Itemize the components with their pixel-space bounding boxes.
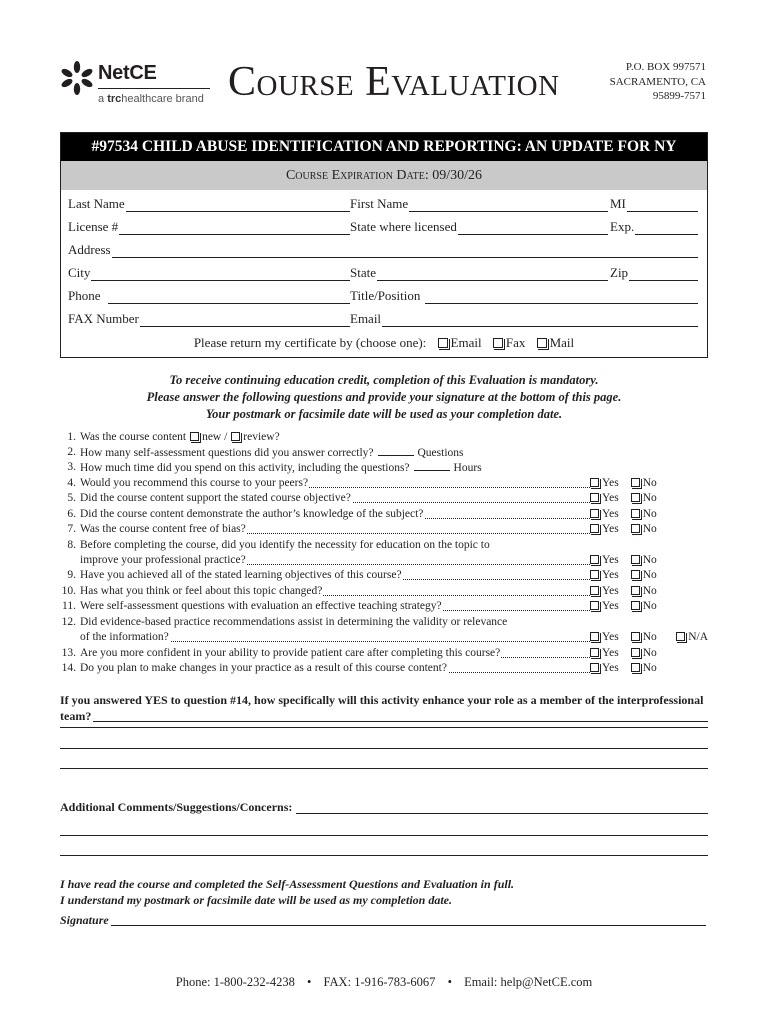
- logo-divider: [98, 88, 210, 89]
- address-row: [68, 242, 697, 262]
- mail-checkbox[interactable]: [537, 338, 547, 348]
- yes-checkbox[interactable]: [590, 586, 599, 595]
- return-prompt: Please return my certificate by (choose one):: [193, 335, 427, 350]
- question-8-cont: improve your professional practice? Yes No: [80, 554, 657, 566]
- address-line: SACRAMENTO, CA: [609, 75, 706, 88]
- question-4: 4. Would you recommend this course to your peers? Yes No: [67, 477, 657, 489]
- na-option: N/A: [672, 630, 708, 645]
- footer-email[interactable]: help@NetCE.com: [500, 975, 593, 989]
- no-checkbox[interactable]: [631, 524, 640, 533]
- yes-checkbox[interactable]: [590, 493, 599, 502]
- instruction-line: Please answer the following questions and provide your signature at the bottom of this page.: [146, 390, 622, 404]
- question-9: 9. Have you achieved all of the stated learning objectives of this course? Yes No: [67, 569, 657, 581]
- netce-flower-icon: [60, 60, 94, 96]
- email-field[interactable]: Email: [350, 311, 698, 327]
- hours-input[interactable]: [414, 460, 450, 471]
- expiration-label: Course Expiration Date:: [285, 168, 429, 183]
- certificate-return-options: [61, 335, 707, 351]
- q14-answer-line[interactable]: [60, 768, 708, 769]
- yes-checkbox[interactable]: [590, 570, 599, 579]
- instructions: [60, 372, 708, 423]
- comments-line[interactable]: [60, 835, 708, 836]
- question-6: 6. Did the course content demonstrate the author’s knowledge of the subject? Yes No: [67, 508, 657, 520]
- question-7: 7. Was the course content free of bias? Yes No: [67, 523, 657, 535]
- certification-statement: I have read the course and completed the Self-Assessment Questions and Evaluation in full. I understand my postmark or facsimile date will be used as my completion date.: [60, 877, 515, 907]
- fax-number-field[interactable]: FAX Number: [68, 311, 350, 327]
- no-checkbox[interactable]: [631, 632, 640, 641]
- state-licensed-field[interactable]: State where licensed: [350, 219, 608, 235]
- question-11: 11. Were self-assessment questions with evaluation an effective teaching strategy? Yes No: [62, 600, 657, 612]
- question-2: 2. How many self-assessment questions did you answer correctly? Questions: [67, 446, 464, 459]
- yes-checkbox[interactable]: [590, 478, 599, 487]
- question-5: 5. Did the course content support the stated course objective? Yes No: [67, 492, 657, 504]
- question-1: 1. Was the course content new / review?: [67, 431, 280, 443]
- correct-answers-input[interactable]: [378, 445, 414, 456]
- state-field[interactable]: State: [350, 265, 608, 281]
- name-row: [68, 196, 697, 216]
- question-13: 13. Are you more confident in your ability to provide patient care after completing this course? Yes No: [61, 647, 657, 659]
- contact-footer: Phone: 1-800-232-4238 • FAX: 1-916-783-6067 • Email: help@NetCE.com: [175, 975, 593, 989]
- q14-answer-line[interactable]: [60, 748, 708, 749]
- yes-checkbox[interactable]: [590, 509, 599, 518]
- email-option-label: Email: [450, 335, 482, 350]
- fax-option-label: Fax: [505, 335, 526, 350]
- last-name-field[interactable]: Last Name: [68, 196, 350, 212]
- zip-field[interactable]: Zip: [610, 265, 698, 281]
- question-12-cont: of the information? Yes No N/A: [80, 631, 708, 643]
- mi-field[interactable]: MI: [610, 196, 698, 212]
- no-checkbox[interactable]: [631, 493, 640, 502]
- no-checkbox[interactable]: [631, 663, 640, 672]
- netce-logo: [60, 60, 210, 110]
- city-field[interactable]: City: [68, 265, 350, 281]
- course-title: #97534 CHILD ABUSE IDENTIFICATION AND REPORTING: AN UPDATE FOR NY: [61, 133, 707, 161]
- q14-followup-prompt: If you answered YES to question #14, how specifically will this activity enhance your role as a member of the interprofessional: [60, 693, 704, 707]
- yes-checkbox[interactable]: [590, 555, 599, 564]
- course-info-box: [60, 132, 708, 358]
- footer-phone: 1-800-232-4238: [213, 975, 295, 989]
- question-14: 14. Do you plan to make changes in your practice as a result of this course content? Yes No: [61, 662, 657, 674]
- first-name-field[interactable]: First Name: [350, 196, 608, 212]
- footer-fax: 1-916-783-6067: [354, 975, 436, 989]
- course-expiration: [61, 161, 707, 190]
- instruction-line: To receive continuing education credit, completion of this Evaluation is mandatory.: [169, 373, 599, 387]
- question-8: 8. Before completing the course, did you identify the necessity for education on the topic to: [67, 539, 490, 551]
- yes-checkbox[interactable]: [590, 601, 599, 610]
- address-line: P.O. BOX 997571: [625, 61, 706, 73]
- question-3: 3. How much time did you spend on this activity, including the questions? Hours: [67, 461, 482, 474]
- no-checkbox[interactable]: [631, 478, 640, 487]
- yes-checkbox[interactable]: [590, 648, 599, 657]
- email-checkbox[interactable]: [438, 338, 448, 348]
- page-title: Course Evaluation: [228, 59, 560, 105]
- new-checkbox[interactable]: [190, 432, 199, 441]
- no-checkbox[interactable]: [631, 648, 640, 657]
- instruction-line: Your postmark or facsimile date will be used as your completion date.: [205, 407, 563, 421]
- no-checkbox[interactable]: [631, 601, 640, 610]
- fax-email-row: [68, 311, 697, 331]
- signature-field[interactable]: Signature: [60, 913, 706, 928]
- yes-checkbox[interactable]: [590, 632, 599, 641]
- question-12: 12. Did evidence-based practice recommendations assist in determining the validity or relevance: [61, 616, 508, 628]
- no-checkbox[interactable]: [631, 570, 640, 579]
- no-checkbox[interactable]: [631, 555, 640, 564]
- phone-row: [68, 288, 697, 308]
- mailing-address: [610, 60, 706, 104]
- no-checkbox[interactable]: [631, 509, 640, 518]
- license-row: [68, 219, 697, 239]
- logo-name: NetCE: [98, 62, 157, 84]
- no-checkbox[interactable]: [631, 586, 640, 595]
- city-row: [68, 265, 697, 285]
- title-position-field[interactable]: Title/Position: [350, 288, 698, 304]
- comments-field[interactable]: Additional Comments/Suggestions/Concerns:: [60, 800, 708, 815]
- q14-followup-field[interactable]: team?: [60, 709, 708, 724]
- na-checkbox[interactable]: [676, 632, 685, 641]
- phone-field[interactable]: Phone: [68, 288, 350, 304]
- mail-option-label: Mail: [549, 335, 575, 350]
- review-checkbox[interactable]: [231, 432, 240, 441]
- license-field[interactable]: License #: [68, 219, 350, 235]
- q14-answer-line[interactable]: [60, 727, 708, 728]
- question-10: 10. Has what you think or feel about this topic changed? Yes No: [61, 585, 657, 597]
- yes-checkbox[interactable]: [590, 663, 599, 672]
- exp-field[interactable]: Exp.: [610, 219, 698, 235]
- logo-tagline: a trchealthcare brand: [98, 93, 204, 105]
- comments-line[interactable]: [60, 855, 708, 856]
- address-line: 95899-7571: [652, 90, 706, 102]
- fax-checkbox[interactable]: [493, 338, 503, 348]
- address-field[interactable]: Address: [68, 242, 698, 258]
- expiration-value: 09/30/26: [432, 168, 483, 183]
- yes-checkbox[interactable]: [590, 524, 599, 533]
